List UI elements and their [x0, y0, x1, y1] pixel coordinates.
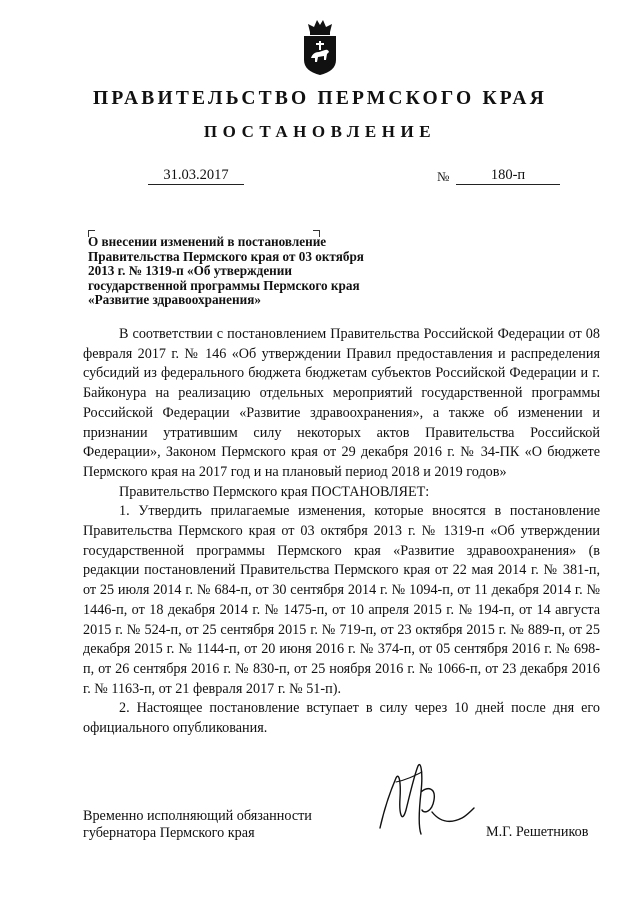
number-sign: №: [437, 169, 450, 184]
subject-line: 2013 г. № 1319-п «Об утверждении: [88, 263, 292, 279]
signer-position-line: Временно исполняющий обязанности: [83, 808, 312, 824]
signer-position-line: губернатора Пермского края: [83, 824, 255, 841]
item-1-paragraph: 1. Утвердить прилагаемые изменения, которые вносятся в постановление Правительства Пермского края от 03 октября 2013 г. № 1319-п «Об утверждении государственной программы Пермского края «Развитие здравоохранения» (в редакции постановлений Правительства Пермского края от 22 мая 2014 г. № 381-п, от 25 июля 2014 г. № 684-п, от 30 сентября 2014 г. № 1094-п, от 11 декабря 2014 г. № 1446-п, от 18 декабря 2014 г. № 1475-п, от 10 апреля 2015 г. № 194-п, от 14 августа 2015 г. № 524-п, от 25 сентября 2015 г. № 719-п, от 23 октября 2015 г. № 889-п, от 25 декабря 2015 г. № 1144-п, от 20 июня 2016 г. № 374-п, от 05 сентября 2016 г. № 698-п, от 26 сентября 2016 г. № 830-п, от 25 ноября 2016 г. № 1066-п, от 23 декабря 2016 г. № 1163-п, от 21 февраля 2017 г. № 51-п).: [83, 503, 600, 697]
preamble-paragraph: В соответствии с постановлением Правительства Российской Федерации от 08 февраля 2017 г. № 146 «Об утверждении Правил предоставления и распределения субсидий из федерального бюджета бюджетам субъектов Российской Федерации и г. Байконура на реализацию отдельных мероприятий государственной программы Российской Федерации «Развитие здравоохранения», а также об изменении и признании утратившим силу некоторых актов Правительства Российской Федерации», Законом Пермского края от 29 декабря 2016 г. № 34-ПК «О бюджете Пермского края на 2017 год и на плановый период 2018 и 2019 годов»: [83, 326, 600, 480]
subject-line: Правительства Пермского края от 03 октября: [88, 248, 364, 264]
document-type-title: ПОСТАНОВЛЕНИЕ: [203, 122, 437, 141]
signer-name: М.Г. Решетников: [486, 824, 589, 840]
subject-line: «Развитие здравоохранения»: [88, 292, 261, 308]
document-body: [83, 325, 600, 739]
resolves-paragraph: Правительство Пермского края ПОСТАНОВЛЯЕТ:: [119, 483, 430, 500]
subject-line: О внесении изменений в постановление: [88, 234, 327, 249]
signer-position: [83, 808, 312, 841]
item-2-paragraph: 2. Настоящее постановление вступает в силу через 10 дней после дня его официального опубликования.: [83, 700, 600, 737]
document-subject: [88, 235, 418, 308]
document-date: 31.03.2017: [148, 167, 244, 185]
handwritten-signature-icon: [366, 752, 476, 848]
government-title: ПРАВИТЕЛЬСТВО ПЕРМСКОГО КРАЯ: [93, 88, 547, 109]
subject-line: государственной программы Пермского края: [88, 277, 360, 293]
coat-of-arms-icon: [299, 14, 341, 76]
document-number: 180-п: [456, 167, 560, 185]
